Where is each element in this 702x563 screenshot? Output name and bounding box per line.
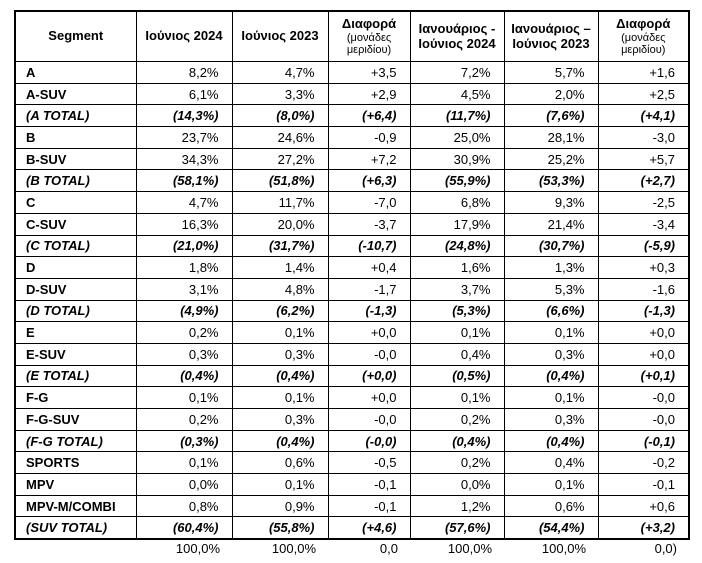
value-cell: 7,2% bbox=[410, 62, 504, 84]
value-cell: -7,0 bbox=[328, 192, 410, 214]
value-cell: 0,3% bbox=[504, 409, 598, 431]
table-row bbox=[15, 127, 689, 149]
table-row bbox=[15, 495, 689, 517]
segment-cell: A bbox=[15, 62, 136, 84]
table-row bbox=[15, 148, 689, 170]
value-cell: (-10,7) bbox=[328, 235, 410, 257]
column-header-june-2024 bbox=[136, 11, 232, 62]
grand-total-cell: 100,0% bbox=[175, 541, 220, 556]
value-cell: (-0,0) bbox=[328, 430, 410, 452]
column-header-label: Ιανουάριος - Ιούνιος 2024 bbox=[418, 20, 496, 51]
value-cell: 3,3% bbox=[232, 83, 328, 105]
value-cell: (4,9%) bbox=[136, 300, 232, 322]
value-cell: 1,2% bbox=[410, 495, 504, 517]
value-cell: +0,4 bbox=[328, 257, 410, 279]
value-cell: 27,2% bbox=[232, 148, 328, 170]
value-cell: +3,5 bbox=[328, 62, 410, 84]
value-cell: 2,0% bbox=[504, 83, 598, 105]
value-cell: 3,7% bbox=[410, 278, 504, 300]
grand-total-row bbox=[16, 541, 690, 556]
value-cell: 0,1% bbox=[410, 322, 504, 344]
value-cell: 0,6% bbox=[504, 495, 598, 517]
value-cell: 0,2% bbox=[136, 322, 232, 344]
value-cell: 0,3% bbox=[232, 409, 328, 431]
table-row bbox=[15, 257, 689, 279]
value-cell: (-5,9) bbox=[598, 235, 689, 257]
column-header-june-2023 bbox=[232, 11, 328, 62]
value-cell: 0,2% bbox=[410, 409, 504, 431]
value-cell: -0,1 bbox=[598, 474, 689, 496]
column-header-label: Ιούνιος 2024 bbox=[145, 28, 223, 44]
value-cell: -0,2 bbox=[598, 452, 689, 474]
value-cell: 0,2% bbox=[136, 409, 232, 431]
value-cell: +0,0 bbox=[598, 322, 689, 344]
value-cell: (0,5%) bbox=[410, 365, 504, 387]
grand-total-cell: 0,0) bbox=[654, 541, 677, 556]
value-cell: 4,7% bbox=[136, 192, 232, 214]
segment-cell: (E TOTAL) bbox=[15, 365, 136, 387]
value-cell: (24,8%) bbox=[410, 235, 504, 257]
value-cell: -0,0 bbox=[598, 409, 689, 431]
value-cell: (0,4%) bbox=[232, 365, 328, 387]
table-row bbox=[15, 409, 689, 431]
value-cell: 34,3% bbox=[136, 148, 232, 170]
value-cell: (54,4%) bbox=[504, 517, 598, 539]
grand-total-cell: 100,0% bbox=[541, 541, 586, 556]
segment-cell: SPORTS bbox=[15, 452, 136, 474]
value-cell: -3,4 bbox=[598, 213, 689, 235]
value-cell: (30,7%) bbox=[504, 235, 598, 257]
value-cell: (0,4%) bbox=[504, 365, 598, 387]
segment-cell: B bbox=[15, 127, 136, 149]
value-cell: 17,9% bbox=[410, 213, 504, 235]
value-cell: 0,1% bbox=[232, 474, 328, 496]
value-cell: -3,0 bbox=[598, 127, 689, 149]
header-row bbox=[15, 11, 689, 62]
table-row-total bbox=[15, 365, 689, 387]
table-row bbox=[15, 62, 689, 84]
segment-cell: MPV-M/COMBI bbox=[15, 495, 136, 517]
value-cell: 28,1% bbox=[504, 127, 598, 149]
value-cell: -0,0 bbox=[598, 387, 689, 409]
value-cell: +1,6 bbox=[598, 62, 689, 84]
value-cell: 0,0% bbox=[410, 474, 504, 496]
value-cell: 1,6% bbox=[410, 257, 504, 279]
value-cell: 30,9% bbox=[410, 148, 504, 170]
value-cell: (58,1%) bbox=[136, 170, 232, 192]
value-cell: 8,2% bbox=[136, 62, 232, 84]
segment-cell: C bbox=[15, 192, 136, 214]
value-cell: 0,8% bbox=[136, 495, 232, 517]
value-cell: -2,5 bbox=[598, 192, 689, 214]
column-header-jan-june-2024 bbox=[410, 11, 504, 62]
table-row-total bbox=[15, 300, 689, 322]
value-cell: 0,6% bbox=[232, 452, 328, 474]
value-cell: (51,8%) bbox=[232, 170, 328, 192]
value-cell: 0,9% bbox=[232, 495, 328, 517]
value-cell: 16,3% bbox=[136, 213, 232, 235]
value-cell: (11,7%) bbox=[410, 105, 504, 127]
segment-cell: B-SUV bbox=[15, 148, 136, 170]
value-cell: (31,7%) bbox=[232, 235, 328, 257]
table-row-total bbox=[15, 517, 689, 539]
value-cell: +2,9 bbox=[328, 83, 410, 105]
value-cell: (+2,7) bbox=[598, 170, 689, 192]
value-cell: 24,6% bbox=[232, 127, 328, 149]
segment-cell: F-G-SUV bbox=[15, 409, 136, 431]
value-cell: (0,4%) bbox=[232, 430, 328, 452]
value-cell: -1,7 bbox=[328, 278, 410, 300]
table-body bbox=[15, 62, 689, 540]
value-cell: (+6,3) bbox=[328, 170, 410, 192]
segment-cell: MPV bbox=[15, 474, 136, 496]
segment-cell: D bbox=[15, 257, 136, 279]
table-row bbox=[15, 83, 689, 105]
value-cell: +0,6 bbox=[598, 495, 689, 517]
value-cell: +0,0 bbox=[598, 343, 689, 365]
value-cell: -3,7 bbox=[328, 213, 410, 235]
value-cell: 25,2% bbox=[504, 148, 598, 170]
value-cell: (0,4%) bbox=[504, 430, 598, 452]
segment-cell: A-SUV bbox=[15, 83, 136, 105]
value-cell: (6,2%) bbox=[232, 300, 328, 322]
value-cell: (5,3%) bbox=[410, 300, 504, 322]
value-cell: 1,3% bbox=[504, 257, 598, 279]
value-cell: 21,4% bbox=[504, 213, 598, 235]
value-cell: (-1,3) bbox=[598, 300, 689, 322]
grand-total-cell bbox=[16, 541, 137, 556]
value-cell: 25,0% bbox=[410, 127, 504, 149]
value-cell: +7,2 bbox=[328, 148, 410, 170]
value-cell: (53,3%) bbox=[504, 170, 598, 192]
value-cell: 0,0% bbox=[136, 474, 232, 496]
column-header-segment bbox=[15, 11, 136, 62]
segment-cell: E-SUV bbox=[15, 343, 136, 365]
table-row bbox=[15, 343, 689, 365]
value-cell: +0,3 bbox=[598, 257, 689, 279]
value-cell: -0,1 bbox=[328, 495, 410, 517]
value-cell: 4,7% bbox=[232, 62, 328, 84]
table-row bbox=[15, 387, 689, 409]
value-cell: 20,0% bbox=[232, 213, 328, 235]
value-cell: 0,1% bbox=[136, 387, 232, 409]
column-header-label: Διαφορά bbox=[616, 15, 671, 31]
value-cell: 23,7% bbox=[136, 127, 232, 149]
segment-cell: C-SUV bbox=[15, 213, 136, 235]
table-row bbox=[15, 322, 689, 344]
value-cell: (0,3%) bbox=[136, 430, 232, 452]
segment-cell: (D TOTAL) bbox=[15, 300, 136, 322]
value-cell: +2,5 bbox=[598, 83, 689, 105]
value-cell: -0,1 bbox=[328, 474, 410, 496]
column-header-difference-month bbox=[328, 11, 410, 62]
value-cell: -0,9 bbox=[328, 127, 410, 149]
column-header-label: Διαφορά bbox=[341, 15, 397, 31]
segment-cell: (C TOTAL) bbox=[15, 235, 136, 257]
value-cell: 0,1% bbox=[504, 322, 598, 344]
table-row bbox=[15, 474, 689, 496]
value-cell: 0,1% bbox=[136, 452, 232, 474]
value-cell: 3,1% bbox=[136, 278, 232, 300]
value-cell: (0,4%) bbox=[410, 430, 504, 452]
segment-cell: (F-G TOTAL) bbox=[15, 430, 136, 452]
table-header bbox=[15, 11, 689, 62]
value-cell: (+6,4) bbox=[328, 105, 410, 127]
value-cell: 0,4% bbox=[410, 343, 504, 365]
value-cell: -1,6 bbox=[598, 278, 689, 300]
value-cell: (+0,1) bbox=[598, 365, 689, 387]
column-header-jan-june-2023 bbox=[504, 11, 598, 62]
table-row bbox=[15, 213, 689, 235]
column-header-sublabel: (μονάδες μεριδίου) bbox=[621, 31, 666, 56]
value-cell: 1,4% bbox=[232, 257, 328, 279]
value-cell: 0,3% bbox=[136, 343, 232, 365]
value-cell: 0,3% bbox=[232, 343, 328, 365]
column-header-sublabel: (μονάδες μεριδίου) bbox=[346, 31, 392, 56]
table-row-total bbox=[15, 170, 689, 192]
value-cell: 5,7% bbox=[504, 62, 598, 84]
value-cell: 6,8% bbox=[410, 192, 504, 214]
value-cell: +0,0 bbox=[328, 322, 410, 344]
segment-cell: F-G bbox=[15, 387, 136, 409]
column-header-label: Segment bbox=[48, 28, 104, 44]
value-cell: (60,4%) bbox=[136, 517, 232, 539]
value-cell: (8,0%) bbox=[232, 105, 328, 127]
value-cell: 11,7% bbox=[232, 192, 328, 214]
segment-share-table bbox=[14, 10, 690, 540]
value-cell: (55,8%) bbox=[232, 517, 328, 539]
column-header-label: Ιούνιος 2023 bbox=[241, 28, 319, 44]
table-row-total bbox=[15, 235, 689, 257]
value-cell: (7,6%) bbox=[504, 105, 598, 127]
value-cell: 6,1% bbox=[136, 83, 232, 105]
grand-total-cell: 100,0% bbox=[271, 541, 316, 556]
value-cell: (-1,3) bbox=[328, 300, 410, 322]
value-cell: (55,9%) bbox=[410, 170, 504, 192]
value-cell: (6,6%) bbox=[504, 300, 598, 322]
value-cell: (-0,1) bbox=[598, 430, 689, 452]
value-cell: (57,6%) bbox=[410, 517, 504, 539]
value-cell: 5,3% bbox=[504, 278, 598, 300]
value-cell: -0,5 bbox=[328, 452, 410, 474]
value-cell: 0,3% bbox=[504, 343, 598, 365]
value-cell: +0,0 bbox=[328, 387, 410, 409]
value-cell: 0,1% bbox=[504, 474, 598, 496]
value-cell: 0,2% bbox=[410, 452, 504, 474]
value-cell: (14,3%) bbox=[136, 105, 232, 127]
table-row bbox=[15, 278, 689, 300]
value-cell: 9,3% bbox=[504, 192, 598, 214]
value-cell: 4,8% bbox=[232, 278, 328, 300]
value-cell: (+4,1) bbox=[598, 105, 689, 127]
table-row bbox=[15, 192, 689, 214]
segment-cell: D-SUV bbox=[15, 278, 136, 300]
value-cell: (0,4%) bbox=[136, 365, 232, 387]
grand-total-cell: 0,0 bbox=[379, 541, 398, 556]
value-cell: 0,1% bbox=[232, 322, 328, 344]
value-cell: 0,1% bbox=[504, 387, 598, 409]
value-cell: +5,7 bbox=[598, 148, 689, 170]
value-cell: (+3,2) bbox=[598, 517, 689, 539]
value-cell: 0,1% bbox=[410, 387, 504, 409]
value-cell: 0,4% bbox=[504, 452, 598, 474]
segment-cell: (SUV TOTAL) bbox=[15, 517, 136, 539]
value-cell: -0,0 bbox=[328, 343, 410, 365]
table-row-total bbox=[15, 430, 689, 452]
table-row bbox=[15, 452, 689, 474]
grand-total-cell: 100,0% bbox=[447, 541, 492, 556]
value-cell: (+0,0) bbox=[328, 365, 410, 387]
value-cell: (21,0%) bbox=[136, 235, 232, 257]
value-cell: 1,8% bbox=[136, 257, 232, 279]
value-cell: -0,0 bbox=[328, 409, 410, 431]
column-header-difference-ytd bbox=[598, 11, 689, 62]
value-cell: 0,1% bbox=[232, 387, 328, 409]
value-cell: 4,5% bbox=[410, 83, 504, 105]
segment-cell: E bbox=[15, 322, 136, 344]
segment-cell: (B TOTAL) bbox=[15, 170, 136, 192]
column-header-label: Ιανουάριος – Ιούνιος 2023 bbox=[511, 20, 591, 51]
segment-cell: (A TOTAL) bbox=[15, 105, 136, 127]
table-row-total bbox=[15, 105, 689, 127]
value-cell: (+4,6) bbox=[328, 517, 410, 539]
